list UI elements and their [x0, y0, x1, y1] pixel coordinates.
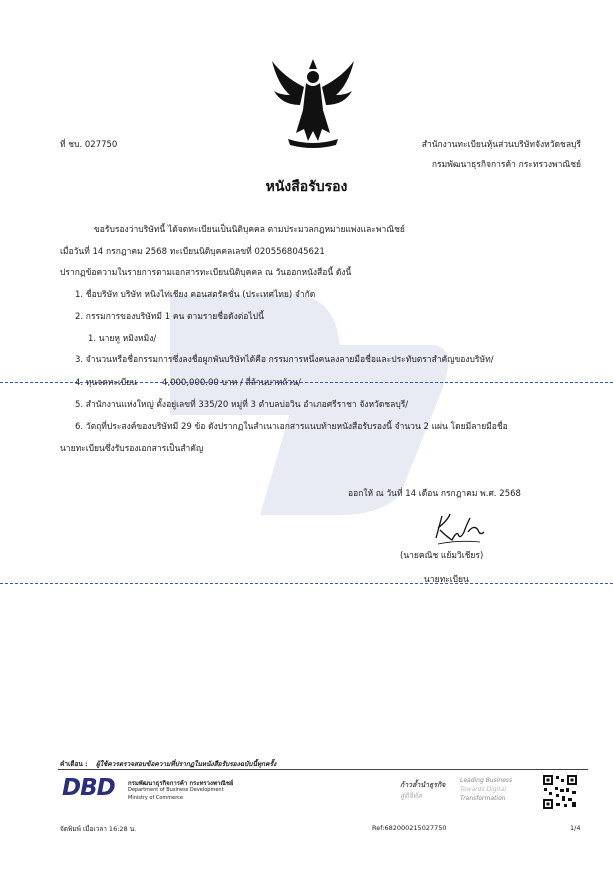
intro-line-1: ขอรับรองว่าบริษัทนี้ ได้จดทะเบียนเป็นนิติบุคคล ตามประมวลกฎหมายแพ่งและพาณิชย์ — [94, 225, 405, 235]
warning-label: คำเตือน : — [60, 760, 88, 768]
dashed-divider-bottom — [0, 583, 613, 584]
qr-code-icon — [542, 774, 578, 810]
slogan-th-1: ก้าวล้ำนำธุรกิจ — [400, 781, 446, 789]
signature-icon — [428, 510, 486, 546]
slogan-en-3: Transformation — [460, 795, 506, 802]
dept-name-th: กรมพัฒนาธุรกิจการค้า กระทรวงพาณิชย์ — [128, 780, 234, 787]
document-number: ที่ ชบ. 027750 — [60, 140, 118, 150]
page-number: 1/4 — [570, 824, 581, 832]
slogan-th-2: สู่ดิจิทัล — [400, 792, 422, 800]
item-objectives-1: 6. วัตถุที่ประสงค์ของบริษัทมี 29 ข้อ ดังปรากฏในสำเนาเอกสารแนบท้ายหนังสือรับรองนี้ จำนวน 2 แผ่น โดยมีลายมือชื่อ — [75, 422, 508, 432]
printed-time: จัดพิมพ์ เมื่อเวลา 16:28 น. — [60, 825, 137, 833]
dept-name-en-1: Department of Business Development — [128, 787, 224, 793]
item-director-1: 1. นายหู หมิงหมิง/ — [88, 334, 157, 344]
reference-number: Ref:682000215027750 — [372, 824, 447, 832]
issue-date: ออกให้ ณ วันที่ 14 เดือน กรกฎาคม พ.ศ. 2568 — [348, 489, 521, 499]
item-head-office: 5. สำนักงานแห่งใหญ่ ตั้งอยู่เลขที่ 335/20 หมู่ที่ 3 ตำบลบ่อวิน อำเภอศรีราชา จังหวัดชลบุรี/ — [75, 400, 409, 410]
item-capital-amount: 4,000,000.00 บาท / สี่ล้านบาทถ้วน/ — [162, 378, 301, 388]
dept-name-en-2: Ministry of Commerce — [128, 795, 183, 801]
garuda-emblem-icon — [268, 55, 358, 150]
office-line-1: สำนักงานทะเบียนหุ้นส่วนบริษัทจังหวัดชลบุรี — [421, 140, 581, 150]
item-directors: 2. กรรมการของบริษัทมี 1 คน ตามรายชื่อดังต่อไปนี้ — [75, 312, 264, 322]
intro-line-3: ปรากฏข้อความในรายการตามเอกสารทะเบียนนิติบุคคล ณ วันออกหนังสือนี้ ดังนี้ — [60, 268, 352, 278]
slogan-en-2: Towards Digital — [460, 786, 506, 793]
footer-divider — [58, 769, 588, 770]
dbd-logo-text: DBD — [62, 775, 115, 801]
item-signing-authority: 3. จำนวนหรือชื่อกรรมการซึ่งลงชื่อผูกพันบริษัทได้คือ กรรมการหนึ่งคนลงลายมือชื่อและประทับตราสำคัญของบริษัท/ — [75, 355, 494, 365]
office-line-2: กรมพัฒนาธุรกิจการค้า กระทรวงพาณิชย์ — [431, 160, 581, 170]
item-objectives-2: นายทะเบียนซึ่งรับรองเอกสารเป็นสำคัญ — [60, 444, 204, 454]
dbd-logo — [62, 775, 124, 803]
warning-text: ผู้ใช้ควรตรวจสอบข้อความที่ปรากฏในหนังสือรับรองฉบับนี้ทุกครั้ง — [96, 760, 277, 768]
item-capital-label: 4. ทุนจดทะเบียน — [75, 378, 137, 388]
signer-title: นายทะเบียน — [424, 575, 469, 585]
item-company-name: 1. ชื่อบริษัท บริษัท หนิงไท่เชียง คอนสตรัคชั่น (ประเทศไทย) จำกัด — [75, 290, 316, 300]
intro-line-2: เมื่อวันที่ 14 กรกฎาคม 2568 ทะเบียนนิติบุคคลเลขที่ 0205568045621 — [60, 247, 325, 257]
page-title: หนังสือรับรอง — [265, 179, 348, 195]
slogan-en-1: Leading Business — [460, 777, 513, 784]
signer-name: (นายคณิช แย้มวิเชียร) — [400, 551, 484, 561]
